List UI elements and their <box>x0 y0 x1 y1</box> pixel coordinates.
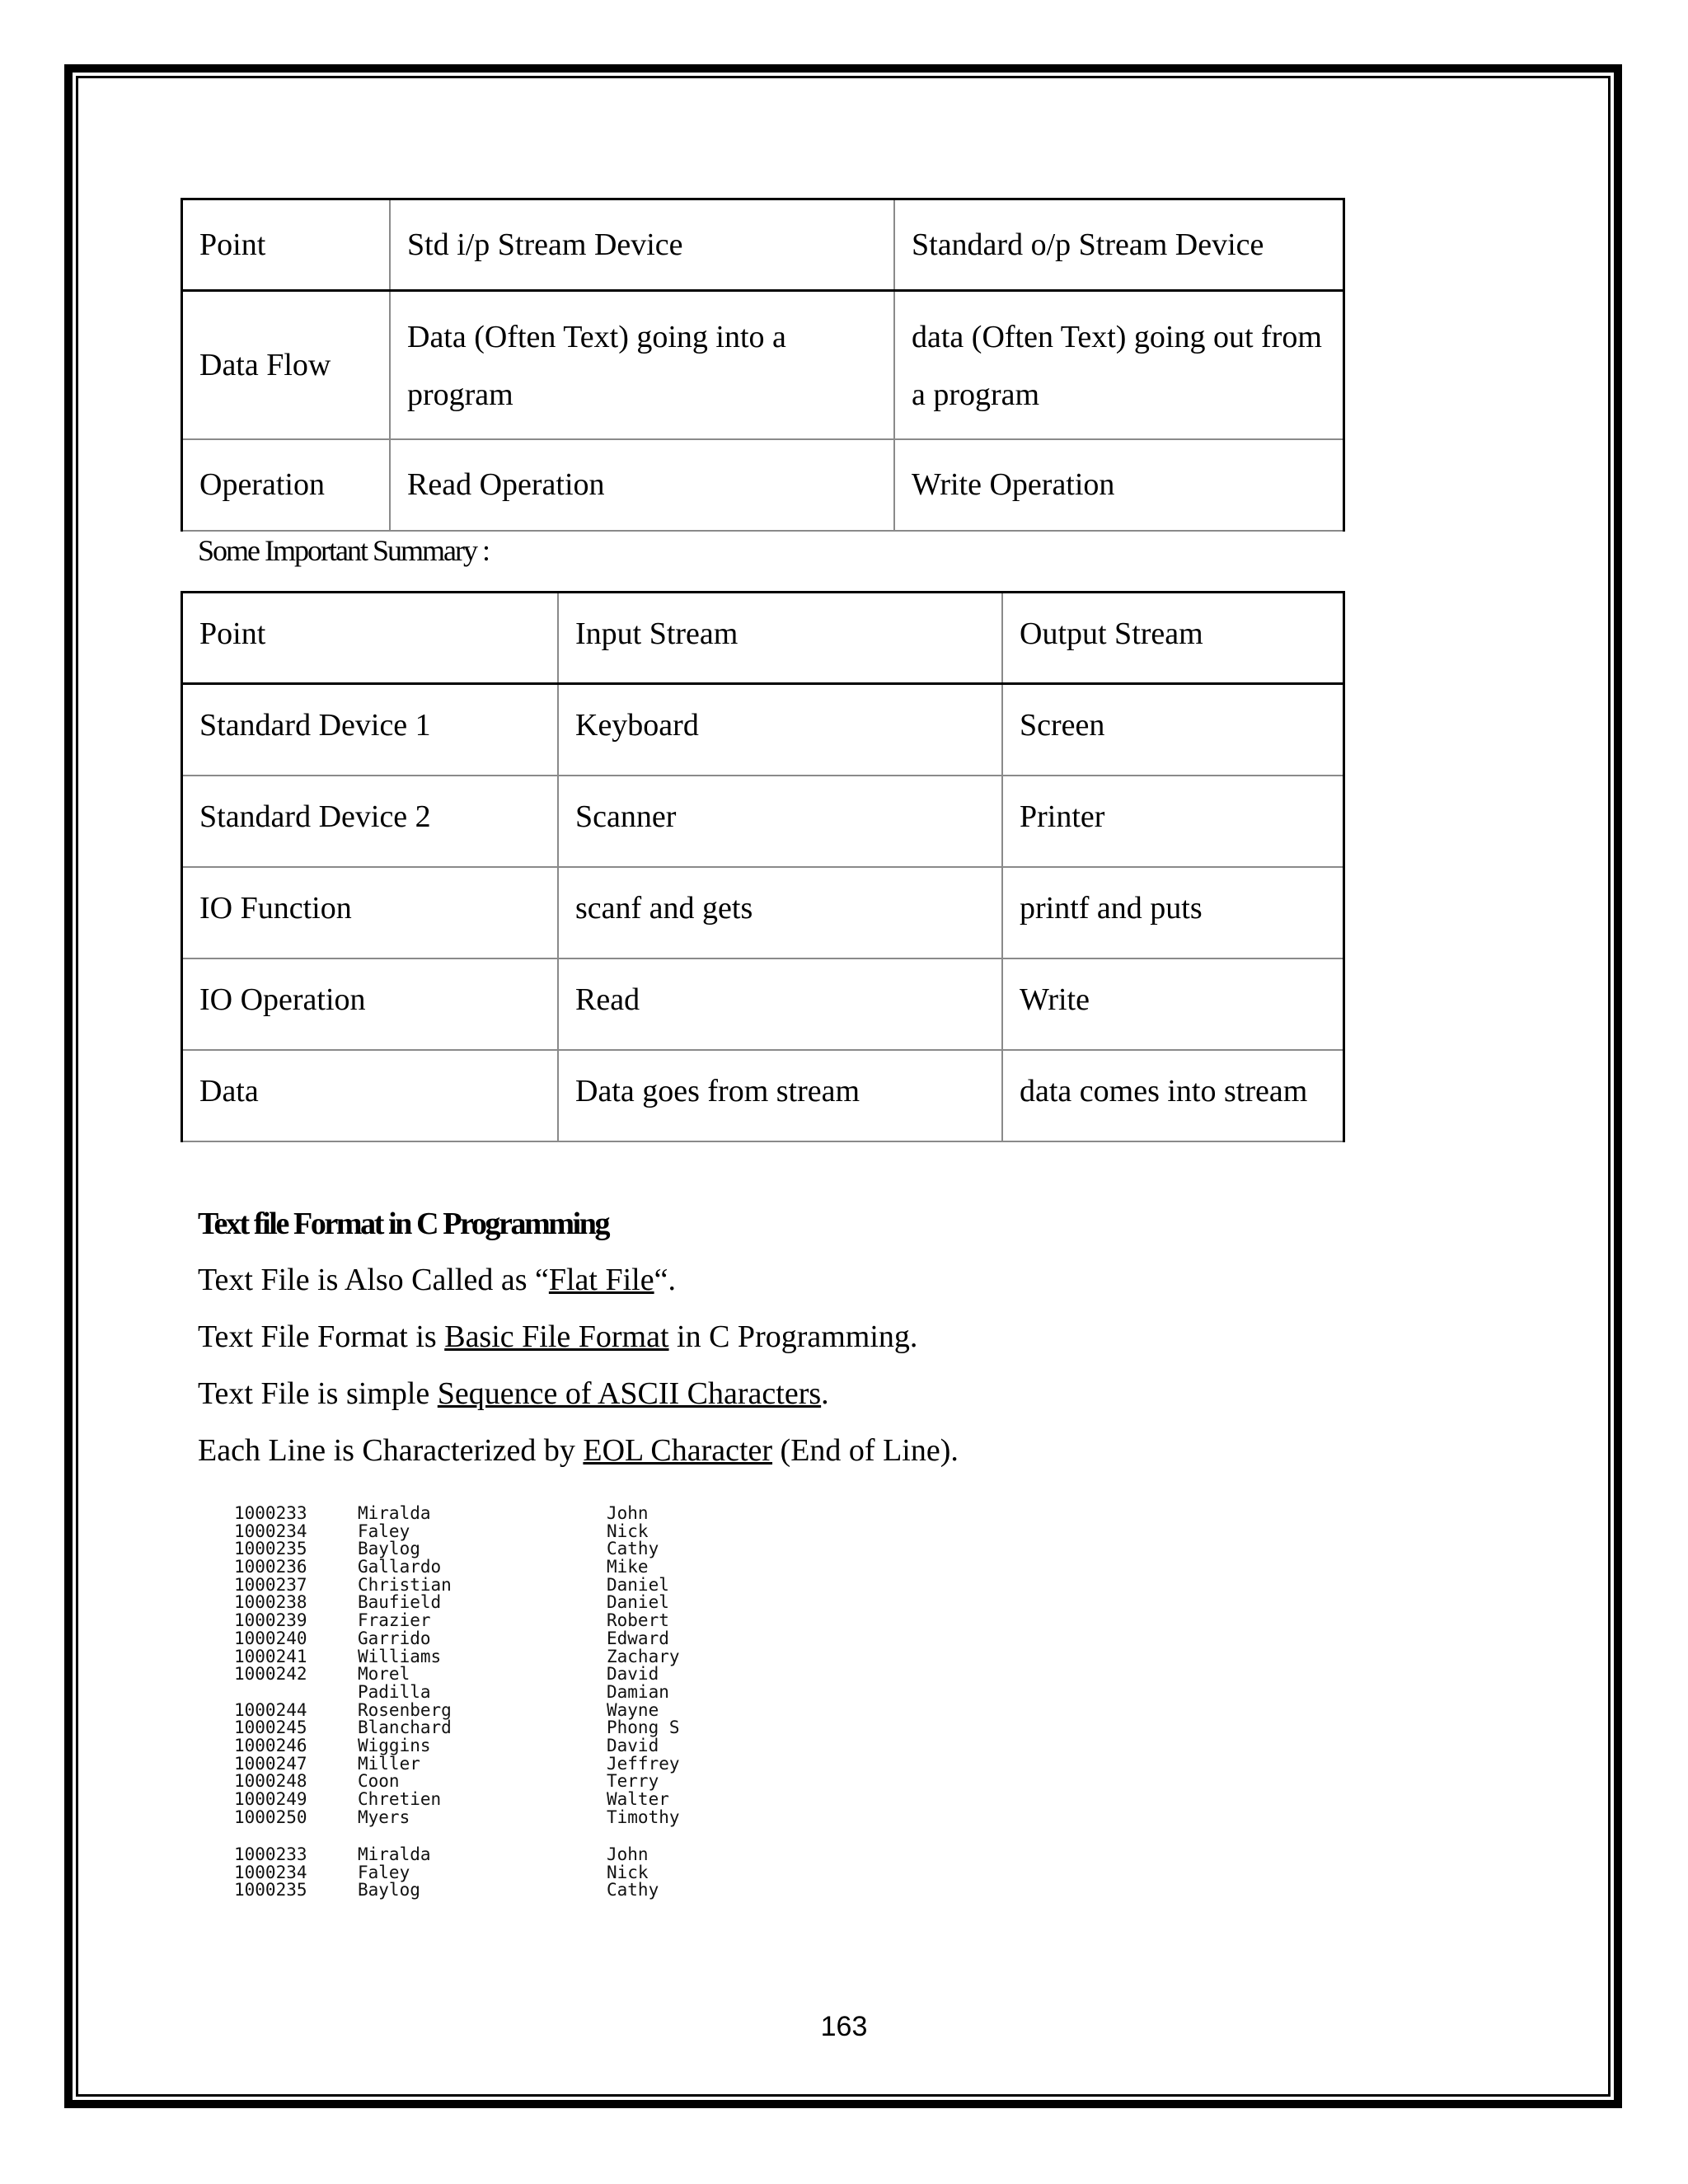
summary-table <box>181 591 1345 1142</box>
table-cell: IO Operation <box>182 958 559 1050</box>
table-row <box>182 1050 1344 1141</box>
section-heading: Text file Format in C Programming <box>198 1207 609 1241</box>
record-field-last: Garrido <box>358 1628 431 1648</box>
paragraph-ascii-sequence <box>198 1375 829 1413</box>
table-cell: Data Flow <box>182 291 391 439</box>
eol-character-link[interactable]: EOL Character <box>583 1433 773 1468</box>
record-field-first: Cathy <box>607 1880 659 1900</box>
record-field-id: 1000250 <box>234 1807 307 1827</box>
table-header-cell: Std i/p Stream Device <box>390 199 894 291</box>
record-line <box>234 1864 659 1882</box>
record-field-first: Zachary <box>607 1646 680 1666</box>
text-run: Text File is Also Called as “ <box>198 1263 549 1297</box>
table-cell: Standard Device 2 <box>182 776 559 867</box>
record-field-id: 1000235 <box>234 1880 307 1900</box>
table-cell: Data <box>182 1050 559 1141</box>
record-field-first: Phong S <box>607 1718 680 1738</box>
text-run: in C Programming. <box>668 1319 918 1354</box>
record-field-id: 1000242 <box>234 1664 307 1685</box>
table-cell: printf and puts <box>1002 867 1344 958</box>
record-field-first: Mike <box>607 1557 649 1577</box>
table-header-row <box>182 199 1344 291</box>
record-field-id: 1000233 <box>234 1503 307 1523</box>
text-run: Text File is simple <box>198 1376 438 1411</box>
basic-file-format-link[interactable]: Basic File Format <box>444 1319 669 1354</box>
table-header-cell: Point <box>182 199 391 291</box>
page-number: 163 <box>820 2011 868 2042</box>
table-header-cell: Point <box>182 593 559 684</box>
record-field-last: Frazier <box>358 1610 431 1631</box>
record-line <box>234 1574 680 1595</box>
record-field-first: Nick <box>607 1862 649 1882</box>
record-line <box>234 1699 680 1720</box>
record-field-id: 1000235 <box>234 1539 307 1559</box>
record-field-id: 1000245 <box>234 1718 307 1738</box>
record-field-first: Robert <box>607 1610 669 1631</box>
text-run: (End of Line). <box>772 1433 959 1468</box>
table-cell: Scanner <box>558 776 1002 867</box>
record-field-id: 1000244 <box>234 1699 307 1720</box>
table-cell: data (Often Text) going out from a program <box>894 291 1344 439</box>
record-field-last: Chretien <box>358 1789 442 1809</box>
summary-label: Some Important Summary : <box>198 534 489 567</box>
record-field-last: Morel <box>358 1664 410 1685</box>
table-cell: Write <box>1002 958 1344 1050</box>
record-field-first: David <box>607 1735 659 1755</box>
text-file-records-b <box>234 1846 659 1900</box>
record-field-id: 1000240 <box>234 1628 307 1648</box>
record-line <box>234 1594 680 1612</box>
record-line <box>234 1558 680 1577</box>
record-line <box>234 1719 680 1737</box>
record-field-last: Coon <box>358 1771 400 1792</box>
record-line <box>234 1612 680 1630</box>
record-field-first: Damian <box>607 1681 669 1702</box>
flat-file-link[interactable]: Flat File <box>548 1263 654 1297</box>
paragraph-basic-format <box>198 1318 917 1356</box>
record-field-last: Myers <box>358 1807 410 1827</box>
table-cell: Write Operation <box>894 439 1344 531</box>
stream-device-table <box>181 198 1345 532</box>
table-header-row <box>182 593 1344 684</box>
table-cell: Operation <box>182 439 391 531</box>
text-file-records-a <box>234 1505 680 1826</box>
table-header-cell: Output Stream <box>1002 593 1344 684</box>
record-field-last: Faley <box>358 1862 410 1882</box>
record-field-id: 1000249 <box>234 1789 307 1809</box>
record-line <box>234 1666 680 1684</box>
record-line <box>234 1737 680 1755</box>
record-line <box>234 1540 680 1558</box>
record-field-id: 1000241 <box>234 1646 307 1666</box>
record-field-last: Gallardo <box>358 1557 442 1577</box>
record-field-id: 1000234 <box>234 1862 307 1882</box>
table-header-cell: Input Stream <box>558 593 1002 684</box>
record-field-last: Miralda <box>358 1503 431 1523</box>
record-field-id: 1000247 <box>234 1753 307 1774</box>
table-row <box>182 684 1344 776</box>
record-field-id: 1000239 <box>234 1610 307 1631</box>
record-line <box>234 1846 659 1864</box>
paragraph-flat-file <box>198 1261 676 1299</box>
table-cell: scanf and gets <box>558 867 1002 958</box>
table-header-cell: Standard o/p Stream Device <box>894 199 1344 291</box>
record-line <box>234 1773 680 1791</box>
record-field-id: 1000248 <box>234 1771 307 1792</box>
table-cell: data comes into stream <box>1002 1050 1344 1141</box>
text-run: . <box>821 1376 829 1411</box>
table-cell: Keyboard <box>558 684 1002 776</box>
record-field-id: 1000234 <box>234 1521 307 1541</box>
table-cell: Read <box>558 958 1002 1050</box>
record-field-last: Padilla <box>358 1681 431 1702</box>
record-field-id <box>234 1684 358 1702</box>
record-field-last: Faley <box>358 1521 410 1541</box>
record-field-first: Terry <box>607 1771 659 1792</box>
record-line <box>234 1523 680 1541</box>
record-field-first: John <box>607 1844 649 1864</box>
record-field-last: Baylog <box>358 1880 420 1900</box>
record-line <box>234 1882 659 1900</box>
record-field-last: Wiggins <box>358 1735 431 1755</box>
text-run: “. <box>654 1263 676 1297</box>
record-line <box>234 1681 680 1702</box>
record-field-first: John <box>607 1503 649 1523</box>
table-row <box>182 291 1344 439</box>
record-field-first: Daniel <box>607 1592 669 1613</box>
record-field-id: 1000233 <box>234 1844 307 1864</box>
record-field-first: Timothy <box>607 1807 680 1827</box>
table-row <box>182 776 1344 867</box>
record-field-last: Baufield <box>358 1592 442 1613</box>
record-field-first: Jeffrey <box>607 1753 680 1774</box>
record-field-first: Daniel <box>607 1574 669 1595</box>
table-cell: Data (Often Text) going into a program <box>390 291 894 439</box>
text-run: Each Line is Characterized by <box>198 1433 584 1468</box>
record-line <box>234 1505 680 1523</box>
record-field-last: Baylog <box>358 1539 420 1559</box>
record-field-first: Cathy <box>607 1539 659 1559</box>
record-field-first: Nick <box>607 1521 649 1541</box>
record-field-id: 1000236 <box>234 1557 307 1577</box>
table-cell: Read Operation <box>390 439 894 531</box>
record-line <box>234 1630 680 1648</box>
record-field-first: Wayne <box>607 1699 659 1720</box>
record-field-id: 1000246 <box>234 1735 307 1755</box>
record-field-first: David <box>607 1664 659 1685</box>
table-cell: Data goes from stream <box>558 1050 1002 1141</box>
table-cell: IO Function <box>182 867 559 958</box>
table-cell: Printer <box>1002 776 1344 867</box>
record-field-last: Miralda <box>358 1844 431 1864</box>
record-line <box>234 1791 680 1809</box>
record-line <box>234 1648 680 1666</box>
ascii-sequence-link[interactable]: Sequence of ASCII Characters <box>437 1376 822 1411</box>
record-field-id: 1000238 <box>234 1592 307 1613</box>
table-row <box>182 439 1344 531</box>
text-run: Text File Format is <box>198 1319 445 1354</box>
record-field-id: 1000237 <box>234 1574 307 1595</box>
table-cell: Standard Device 1 <box>182 684 559 776</box>
record-field-last: Blanchard <box>358 1718 452 1738</box>
record-field-last: Christian <box>358 1574 452 1595</box>
record-line <box>234 1755 680 1774</box>
table-cell: Screen <box>1002 684 1344 776</box>
record-line <box>234 1809 680 1827</box>
table-row <box>182 958 1344 1050</box>
record-field-first: Edward <box>607 1628 669 1648</box>
record-field-last: Miller <box>358 1753 420 1774</box>
table-row <box>182 867 1344 958</box>
record-field-last: Rosenberg <box>358 1699 452 1720</box>
record-field-first: Walter <box>607 1789 669 1809</box>
paragraph-eol <box>198 1432 959 1469</box>
record-field-last: Williams <box>358 1646 442 1666</box>
